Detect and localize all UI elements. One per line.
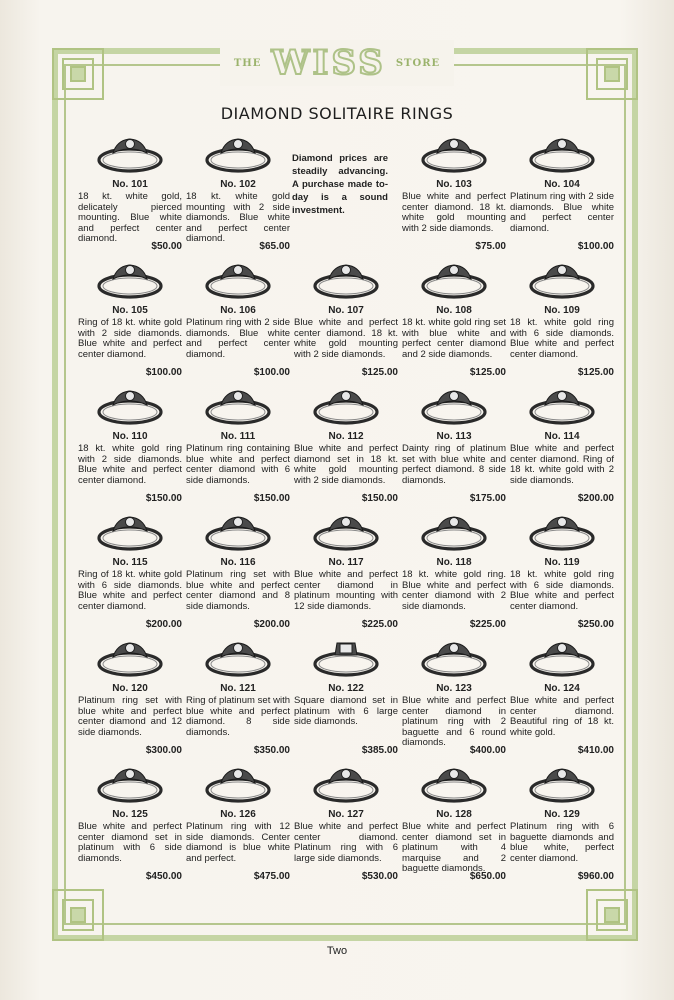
ring-description: 18 kt. white gold ring set with blue white and perfect center diamond and 2 side diamonds.: [402, 317, 506, 360]
ring-description: Blue white and perfect diamond set in 18 kt. white gold mounting with 2 side diamonds.: [294, 443, 398, 486]
ring-price: $200.00: [145, 619, 182, 630]
logo-wiss: WISS: [271, 43, 386, 83]
ring-listing: [78, 636, 182, 758]
ring-number: No. 118: [436, 557, 472, 568]
ring-listing: [510, 510, 614, 632]
ring-number: No. 126: [220, 809, 256, 820]
ring-price: $225.00: [361, 619, 398, 630]
ring-listing: [510, 762, 614, 884]
ring-description: Blue white and perfect center diamond. 18 kt. white gold mounting with 2 side diamonds.: [294, 317, 398, 360]
ring-number: No. 127: [328, 809, 364, 820]
ring-image: [95, 638, 165, 678]
ring-number: No. 122: [328, 683, 364, 694]
ring-listing: [186, 510, 290, 632]
ring-price: $100.00: [253, 367, 290, 378]
ring-number: No. 105: [112, 305, 148, 316]
ring-price: $125.00: [577, 367, 614, 378]
ring-image: [419, 764, 489, 804]
ring-image: [203, 764, 273, 804]
price-note: Diamond prices are steadily advancing. A purchase made to-day is a sound investment.: [292, 153, 388, 216]
page-title: DIAMOND SOLITAIRE RINGS: [220, 104, 454, 123]
ring-price: $475.00: [253, 871, 290, 882]
ring-number: No. 119: [544, 557, 580, 568]
ring-number: No. 111: [220, 431, 256, 442]
ring-price: $530.00: [361, 871, 398, 882]
ring-number: No. 112: [328, 431, 364, 442]
ring-listing: [78, 510, 182, 632]
ring-image: [311, 386, 381, 426]
ring-price: $385.00: [361, 745, 398, 756]
ring-image: [203, 260, 273, 300]
ring-image: [203, 134, 273, 174]
ring-price: $400.00: [469, 745, 506, 756]
ring-listing: [510, 258, 614, 380]
ring-listing: [186, 762, 290, 884]
ring-price: $200.00: [577, 493, 614, 504]
ring-listing: [186, 384, 290, 506]
ring-image: [527, 134, 597, 174]
ring-image: [95, 386, 165, 426]
ring-image: [311, 512, 381, 552]
ring-price: $450.00: [145, 871, 182, 882]
ring-listing: [294, 636, 398, 758]
ring-description: Blue white and perfect center diamond in platinum ring with 2 baguette and 6 round diamonds.: [402, 695, 506, 749]
ring-image: [203, 512, 273, 552]
ring-number: No. 125: [112, 809, 148, 820]
ring-description: Blue white and perfect center diamond. Beautiful ring of 18 kt. white gold.: [510, 695, 614, 738]
ring-listing: [294, 510, 398, 632]
ring-listing: [294, 384, 398, 506]
ring-price: $75.00: [475, 241, 506, 252]
ring-listing: [402, 132, 506, 254]
ring-description: 18 kt. white gold, delicately pierced mounting. Blue white and perfect center diamond.: [78, 191, 182, 245]
ring-number: No. 121: [220, 683, 256, 694]
ring-listing: [186, 132, 290, 254]
ring-number: No. 110: [112, 431, 148, 442]
ring-image: [527, 386, 597, 426]
ring-price: $150.00: [253, 493, 290, 504]
ring-image: [203, 638, 273, 678]
ring-listing: [402, 636, 506, 758]
ring-number: No. 129: [544, 809, 580, 820]
ring-number: No. 124: [544, 683, 580, 694]
ring-image: [419, 134, 489, 174]
ring-price: $410.00: [577, 745, 614, 756]
ring-description: Platinum ring with 2 side diamonds. Blue white and perfect center diamond.: [186, 317, 290, 360]
logo-store: STORE: [395, 57, 441, 69]
ring-number: No. 104: [544, 179, 580, 190]
ring-listing: [510, 132, 614, 254]
ring-listing: [402, 258, 506, 380]
ring-price: $65.00: [259, 241, 290, 252]
ring-image: [527, 512, 597, 552]
ring-number: No. 106: [220, 305, 256, 316]
ring-price: $100.00: [145, 367, 182, 378]
ring-description: Blue white and perfect center diamond. Platinum ring with 6 large side diamonds.: [294, 821, 398, 864]
ring-description: Blue white and perfect center diamond. 18 kt. white gold mounting with 2 side diamonds.: [402, 191, 506, 234]
logo-the: THE: [233, 57, 262, 69]
ring-listing: [78, 384, 182, 506]
ring-description: Ring of 18 kt. white gold with 6 side diamonds. Blue white and perfect center diamond.: [78, 569, 182, 612]
ring-description: Ring of 18 kt. white gold with 2 side diamonds. Blue white and perfect center diamond.: [78, 317, 182, 360]
ring-listing: [294, 258, 398, 380]
ring-description: Blue white and perfect center diamond. Ring of 18 kt. white gold with 2 side diamonds.: [510, 443, 614, 486]
ring-image: [527, 638, 597, 678]
ring-number: No. 114: [544, 431, 580, 442]
ring-number: No. 103: [436, 179, 472, 190]
ring-listing: [78, 258, 182, 380]
ring-number: No. 108: [436, 305, 472, 316]
ring-number: No. 101: [112, 179, 148, 190]
ring-listing: [402, 384, 506, 506]
ring-description: Platinum ring set with blue white and perfect center diamond and 12 side diamonds.: [78, 695, 182, 738]
ring-listing: [510, 384, 614, 506]
ring-number: No. 113: [436, 431, 472, 442]
corner-ornament: [52, 48, 104, 100]
ring-number: No. 128: [436, 809, 472, 820]
ring-price: $150.00: [361, 493, 398, 504]
ring-description: Blue white and perfect center diamond set in platinum with 6 side diamonds.: [78, 821, 182, 864]
ring-description: Ring of platinum set with blue white and perfect diamond. 8 side diamonds.: [186, 695, 290, 738]
ring-price: $150.00: [145, 493, 182, 504]
ring-image: [311, 764, 381, 804]
ring-price: $250.00: [577, 619, 614, 630]
ring-listing: [294, 762, 398, 884]
ring-listing: [402, 510, 506, 632]
ring-listing: [510, 636, 614, 758]
ring-number: No. 117: [328, 557, 364, 568]
ring-listing: [186, 636, 290, 758]
ring-price: $650.00: [469, 871, 506, 882]
ring-description: Square diamond set in platinum with 6 large side diamonds.: [294, 695, 398, 728]
ring-description: 18 kt. white gold ring with 6 side diamonds. Blue white and perfect center diamond.: [510, 569, 614, 612]
ring-image: [527, 764, 597, 804]
ring-price: $300.00: [145, 745, 182, 756]
ring-description: 18 kt. white gold ring. Blue white and perfect center diamond with 2 side diamonds.: [402, 569, 506, 612]
ring-description: Platinum ring set with blue white and perfect center diamond and 8 side diamonds.: [186, 569, 290, 612]
ring-description: Platinum ring with 6 baguette diamonds and blue white, perfect center diamond.: [510, 821, 614, 864]
ring-number: No. 102: [220, 179, 256, 190]
ring-price: $225.00: [469, 619, 506, 630]
ring-catalog-grid: [78, 132, 614, 902]
ring-number: No. 120: [112, 683, 148, 694]
ring-number: No. 123: [436, 683, 472, 694]
ring-price: $350.00: [253, 745, 290, 756]
ring-image: [311, 260, 381, 300]
corner-ornament: [586, 48, 638, 100]
ring-description: 18 kt. white gold mounting with 2 side diamonds. Blue white and perfect center diamond.: [186, 191, 290, 245]
ring-price: $100.00: [577, 241, 614, 252]
ring-description: Blue white and perfect center diamond set in platinum with 4 marquise and 2 baguette diamonds.: [402, 821, 506, 875]
ring-image: [311, 638, 381, 678]
ring-listing: [78, 132, 182, 254]
ring-description: Platinum ring with 2 side diamonds. Blue white and perfect center diamond.: [510, 191, 614, 234]
ring-price: $960.00: [577, 871, 614, 882]
ring-image: [419, 638, 489, 678]
ring-number: No. 107: [328, 305, 364, 316]
ring-description: Blue white and perfect center diamond in platinum mounting with 12 side diamonds.: [294, 569, 398, 612]
ring-listing: [78, 762, 182, 884]
store-logo: [220, 40, 454, 86]
ring-price: $125.00: [469, 367, 506, 378]
ring-price: $200.00: [253, 619, 290, 630]
ring-listing: [186, 258, 290, 380]
ring-image: [95, 512, 165, 552]
ring-image: [419, 512, 489, 552]
ring-listing: [402, 762, 506, 884]
ring-description: Platinum ring with 12 side diamonds. Center diamond is blue white and perfect.: [186, 821, 290, 864]
ring-image: [203, 386, 273, 426]
ring-number: No. 115: [112, 557, 148, 568]
ring-number: No. 116: [220, 557, 256, 568]
page-number: Two: [326, 945, 348, 957]
ring-price: $125.00: [361, 367, 398, 378]
ring-number: No. 109: [544, 305, 580, 316]
ring-price: $50.00: [151, 241, 182, 252]
ring-image: [95, 134, 165, 174]
ring-description: Dainty ring of platinum set with blue white and perfect diamond. 8 side diamonds.: [402, 443, 506, 486]
ring-description: 18 kt. white gold ring with 6 side diamonds. Blue white and perfect center diamond.: [510, 317, 614, 360]
ring-description: 18 kt. white gold ring with 2 side diamonds. Blue white and perfect center diamond.: [78, 443, 182, 486]
ring-price: $175.00: [469, 493, 506, 504]
ring-image: [419, 386, 489, 426]
ring-description: Platinum ring containing blue white and perfect center diamond with 6 side diamonds.: [186, 443, 290, 486]
ring-image: [527, 260, 597, 300]
ring-image: [419, 260, 489, 300]
ring-image: [95, 764, 165, 804]
ring-image: [95, 260, 165, 300]
